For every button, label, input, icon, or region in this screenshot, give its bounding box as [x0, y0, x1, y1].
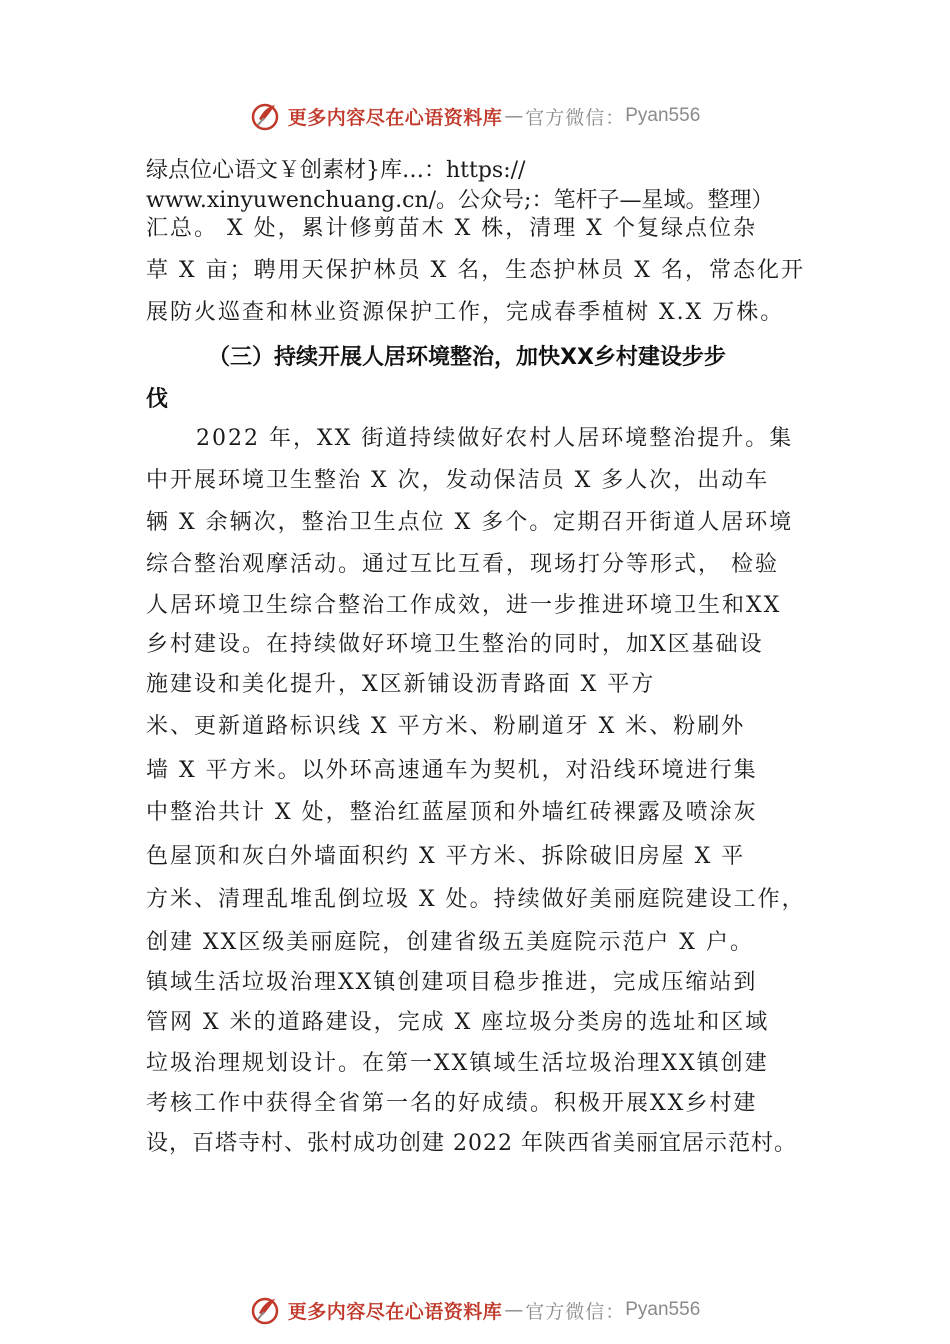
body-line: 2022 年，XX 街道持续做好农村人居环境整治提升。集	[196, 426, 794, 451]
body-line: 中整治共计 X 处，整治红蓝屋顶和外墙红砖裸露及喷涂灰	[146, 800, 758, 825]
logo-icon	[250, 1293, 284, 1327]
body-line: 设，百塔寺村、张村成功创建 2022 年陕西省美丽宜居示范村。	[146, 1131, 797, 1156]
intro-line: 草 X 亩；聘用天保护林员 X 名，生态护林员 X 名，常态化开	[146, 258, 805, 283]
intro-line: 展防火巡查和林业资源保护工作，完成春季植树 X.X 万株。	[146, 300, 785, 325]
banner-dash: —	[504, 1299, 524, 1321]
body-line: 辆 X 余辆次，整治卫生点位 X 多个。定期召开街道人居环境	[146, 510, 794, 535]
body-line: 考核工作中获得全省第一名的好成绩。积极开展XX乡村建	[146, 1091, 758, 1116]
body-line: 色屋顶和灰白外墙面积约 X 平方米、拆除破旧房屋 X 平	[146, 844, 746, 869]
body-line: 创建 XX区级美丽庭院，创建省级五美庭院示范户 X 户。	[146, 930, 754, 955]
intro-line: 汇总。 X 处，累计修剪苗木 X 株，清理 X 个复绿点位杂	[146, 216, 757, 241]
logo-icon	[250, 99, 284, 133]
body-line: 中开展环境卫生整治 X 次，发动保洁员 X 多人次，出动车	[146, 468, 770, 493]
section-heading-continued: 伐	[146, 387, 169, 412]
banner-wechat-id: Pyan556	[625, 1299, 701, 1320]
body-line: 方米、清理乱堆乱倒垃圾 X 处。持续做好美丽庭院建设工作，	[146, 887, 806, 912]
banner-subtitle: 官方微信：	[525, 106, 626, 129]
banner-wechat-id: Pyan556	[625, 105, 701, 126]
body-line: 墙 X 平方米。以外环高速通车为契机，对沿线环境进行集	[146, 758, 758, 783]
body-line: 米、更新道路标识线 X 平方米、粉刷道牙 X 米、粉刷外	[146, 714, 746, 739]
body-line: 人居环境卫生综合整治工作成效，进一步推进环境卫生和XX	[146, 593, 782, 618]
footer-banner	[0, 1290, 950, 1330]
banner-subtitle: 官方微信：	[525, 1300, 626, 1323]
body-line: 镇域生活垃圾治理XX镇创建项目稳步推进，完成压缩站到	[146, 970, 758, 995]
header-banner	[0, 96, 950, 136]
body-line: 管网 X 米的道路建设，完成 X 座垃圾分类房的选址和区域	[146, 1010, 770, 1035]
intro-line: www.xinyuwenchuang.cn/。公众号;：笔杆子—星域。整理）	[146, 188, 774, 213]
body-line: 综合整治观摩活动。通过互比互看，现场打分等形式， 检验	[146, 552, 779, 577]
banner-dash: —	[504, 105, 524, 127]
section-heading: （三）持续开展人居环境整治，加快XX乡村建设步步	[208, 345, 726, 370]
body-line: 乡村建设。在持续做好环境卫生整治的同时，加X区基础设	[146, 632, 764, 657]
body-line: 垃圾治理规划设计。在第一XX镇域生活垃圾治理XX镇创建	[146, 1051, 769, 1076]
body-line: 施建设和美化提升，X区新铺设沥青路面 X 平方	[146, 672, 656, 697]
banner-title: 更多内容尽在心语资料库	[287, 1300, 503, 1323]
intro-line: 绿点位心语文￥创素材}库…：https://	[146, 158, 526, 183]
banner-title: 更多内容尽在心语资料库	[287, 106, 503, 129]
